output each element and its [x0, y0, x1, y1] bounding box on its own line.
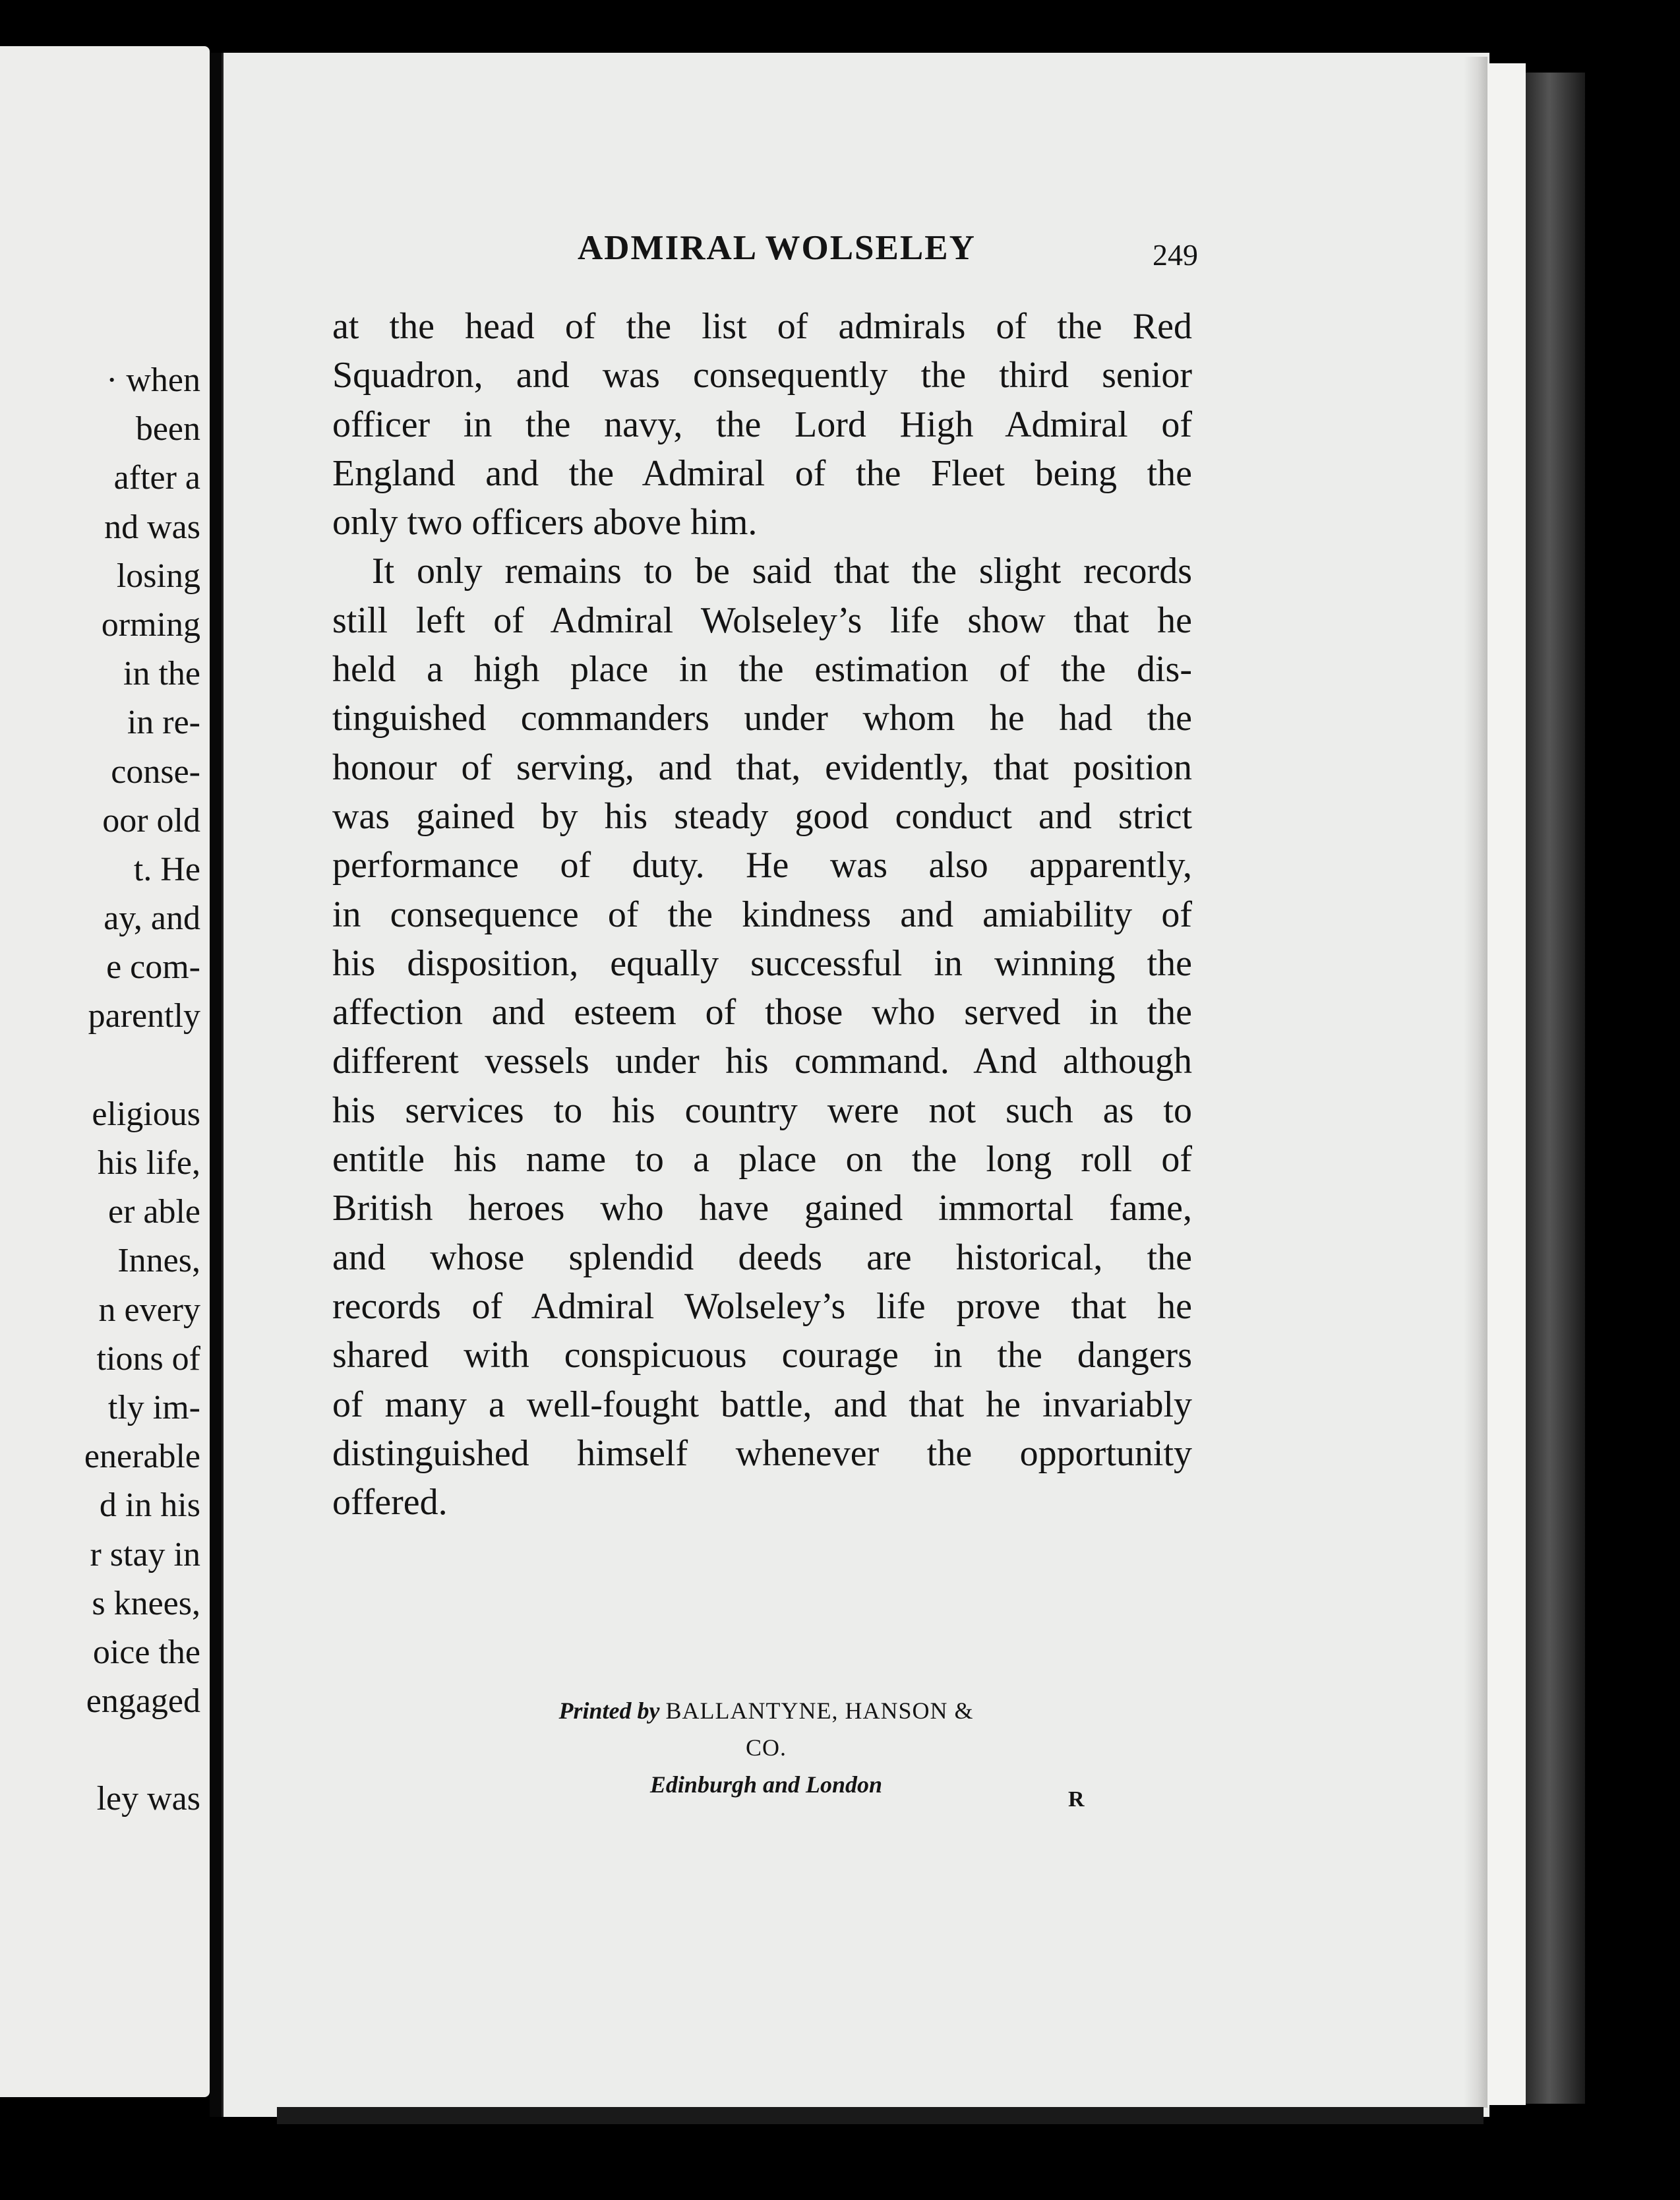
facing-text-line: engaged	[86, 1682, 200, 1721]
imprint-printer: BALLANTYNE, HANSON & CO.	[665, 1697, 974, 1761]
text-line: honour of serving, and that, evidently, that position	[332, 747, 1192, 788]
facing-text-line: e com-	[106, 948, 200, 987]
text-line: offered.	[332, 1482, 448, 1523]
facing-text-line: in the	[123, 655, 200, 693]
facing-text-line: his life,	[98, 1144, 200, 1182]
facing-text-line: er able	[107, 1193, 200, 1231]
text-line: held a high place in the estimation of the dis-	[332, 649, 1192, 690]
text-line: entitle his name to a place on the long roll of	[332, 1139, 1192, 1180]
facing-text-line	[0, 1726, 200, 1775]
page-number: 249	[1153, 238, 1198, 272]
page-edge-shadow	[1464, 57, 1487, 2108]
text-line: It only remains to be said that the slight records	[372, 551, 1192, 592]
text-line: different vessels under his command. And although	[332, 1041, 1192, 1082]
text-line: distinguished himself whenever the opportunity	[332, 1432, 1192, 1474]
text-line: tinguished commanders under whom he had the	[332, 698, 1192, 739]
text-line: England and the Admiral of the Fleet being the	[332, 452, 1192, 494]
book-cover-edge	[1526, 73, 1585, 2104]
text-line: records of Admiral Wolseley’s life prove that he	[332, 1285, 1192, 1327]
facing-text-line: losing	[116, 557, 200, 595]
facing-text-line: conse-	[111, 752, 200, 791]
facing-text-line: r stay in	[90, 1535, 200, 1574]
text-line: performance of duty. He was also apparently,	[332, 845, 1192, 886]
facing-text-line: tly im-	[107, 1388, 200, 1426]
facing-text-line: orming	[101, 605, 200, 644]
text-line: his disposition, equally successful in winning the	[332, 942, 1192, 984]
text-line: was gained by his steady good conduct and strict	[332, 795, 1192, 837]
text-line: shared with conspicuous courage in the dangers	[332, 1335, 1192, 1376]
facing-text-line: eligious	[92, 1095, 200, 1133]
text-line: his services to his country were not such as to	[332, 1089, 1192, 1131]
text-line: in consequence of the kindness and amiability of	[332, 894, 1192, 935]
facing-text-line: ley was	[96, 1780, 200, 1818]
facing-text-line	[0, 1041, 200, 1090]
text-line: affection and esteem of those who served in the	[332, 992, 1192, 1033]
running-head: ADMIRAL WOLSELEY	[578, 229, 976, 267]
printer-imprint	[542, 1692, 990, 1803]
facing-text-line: nd was	[104, 508, 200, 546]
facing-text-line: t. He	[133, 850, 200, 888]
facing-text-line: enerable	[84, 1438, 200, 1476]
facing-text-line: n every	[98, 1291, 200, 1329]
facing-page-text	[0, 356, 200, 1824]
facing-page-left	[0, 46, 210, 2097]
next-page-edge	[1487, 63, 1526, 2105]
text-line: officer in the navy, the Lord High Admiral of	[332, 404, 1192, 445]
facing-text-line: ay, and	[104, 900, 200, 938]
page-bottom-shadow	[277, 2107, 1484, 2124]
text-line: British heroes who have gained immortal fame,	[332, 1188, 1192, 1229]
facing-text-line: oice the	[92, 1633, 200, 1671]
text-line: and whose splendid deeds are historical, the	[332, 1237, 1192, 1278]
facing-text-line: in re-	[127, 704, 200, 742]
imprint-printed-by: Printed by	[558, 1697, 660, 1724]
body-text	[332, 302, 1192, 1527]
text-line: of many a well-fought battle, and that he invariably	[332, 1384, 1192, 1425]
imprint-place: Edinburgh and London	[649, 1771, 883, 1798]
facing-text-line: s knees,	[92, 1584, 200, 1622]
facing-text-line: · when	[106, 361, 200, 399]
text-line: still left of Admiral Wolseley’s life show that he	[332, 599, 1192, 641]
facing-text-line: been	[135, 410, 200, 448]
book-gutter	[210, 53, 222, 2117]
text-line: Squadron, and was consequently the third senior	[332, 355, 1192, 396]
facing-text-line: tions of	[96, 1339, 200, 1378]
facing-text-line: parently	[88, 997, 200, 1035]
text-line: only two officers above him.	[332, 502, 758, 543]
facing-text-line: d in his	[99, 1486, 200, 1525]
signature-mark: R	[1068, 1787, 1085, 1812]
facing-text-line: oor old	[102, 801, 200, 840]
text-line: at the head of the list of admirals of the Red	[332, 306, 1192, 347]
facing-text-line: after a	[113, 459, 200, 497]
facing-text-line: Innes,	[117, 1242, 200, 1280]
